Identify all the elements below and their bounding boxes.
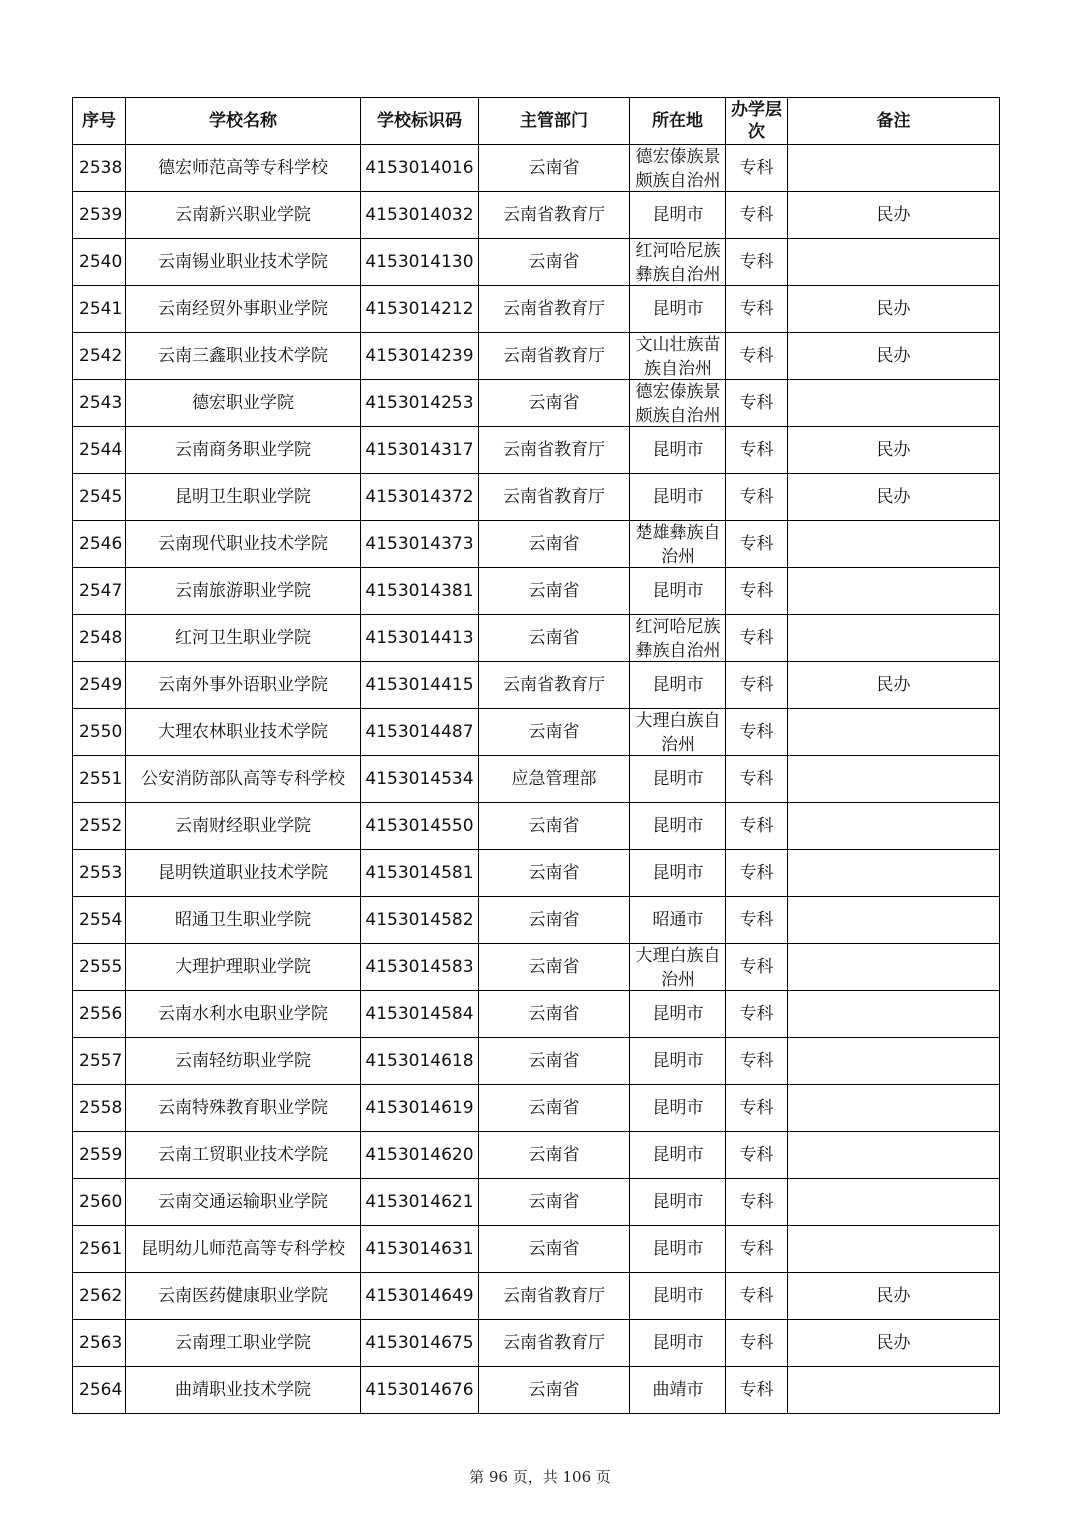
table-row: [73, 897, 1000, 944]
location-text: 昭通市: [652, 910, 704, 930]
cell-school-code: 4153014253: [361, 380, 479, 427]
cell-note: [788, 145, 1000, 192]
cell-level: 专科: [726, 286, 788, 333]
table-row: [73, 756, 1000, 803]
cell-department: 云南省教育厅: [479, 474, 630, 521]
cell-level: 专科: [726, 474, 788, 521]
location-text: 德宏傣族景颇族自治州: [635, 147, 721, 191]
table-row: [73, 1273, 1000, 1320]
cell-location: [630, 662, 726, 709]
cell-department: 云南省: [479, 380, 630, 427]
cell-school-name: 云南现代职业技术学院: [126, 521, 361, 568]
table-row: [73, 474, 1000, 521]
cell-school-name: 曲靖职业技术学院: [126, 1367, 361, 1414]
cell-level: 专科: [726, 239, 788, 286]
cell-school-name: 昆明铁道职业技术学院: [126, 850, 361, 897]
cell-index: 2545: [73, 474, 126, 521]
cell-school-name: 云南商务职业学院: [126, 427, 361, 474]
table-row: [73, 286, 1000, 333]
cell-note: 民办: [788, 1320, 1000, 1367]
cell-location: [630, 1038, 726, 1085]
cell-school-name: 云南水利水电职业学院: [126, 991, 361, 1038]
table-row: [73, 1085, 1000, 1132]
cell-school-code: 4153014621: [361, 1179, 479, 1226]
cell-level: 专科: [726, 380, 788, 427]
cell-index: 2546: [73, 521, 126, 568]
location-text: 昆明市: [652, 299, 704, 319]
location-text: 昆明市: [652, 1004, 704, 1024]
cell-school-name: 云南特殊教育职业学院: [126, 1085, 361, 1132]
cell-school-name: 云南工贸职业技术学院: [126, 1132, 361, 1179]
cell-school-name: 大理护理职业学院: [126, 944, 361, 991]
location-text: 昆明市: [652, 581, 704, 601]
cell-school-name: 云南外事外语职业学院: [126, 662, 361, 709]
cell-school-name: 公安消防部队高等专科学校: [126, 756, 361, 803]
table-row: [73, 615, 1000, 662]
cell-school-code: 4153014675: [361, 1320, 479, 1367]
cell-school-code: 4153014619: [361, 1085, 479, 1132]
location-text: 昆明市: [652, 1333, 704, 1353]
cell-level: 专科: [726, 333, 788, 380]
cell-department: 云南省: [479, 1132, 630, 1179]
cell-school-code: 4153014372: [361, 474, 479, 521]
cell-school-code: 4153014620: [361, 1132, 479, 1179]
cell-note: 民办: [788, 333, 1000, 380]
cell-department: 云南省: [479, 521, 630, 568]
cell-school-name: 云南理工职业学院: [126, 1320, 361, 1367]
cell-level: 专科: [726, 568, 788, 615]
cell-note: [788, 1038, 1000, 1085]
cell-school-name: 红河卫生职业学院: [126, 615, 361, 662]
cell-level: 专科: [726, 1320, 788, 1367]
cell-index: 2551: [73, 756, 126, 803]
cell-note: [788, 568, 1000, 615]
cell-index: 2541: [73, 286, 126, 333]
cell-school-name: 德宏职业学院: [126, 380, 361, 427]
cell-school-code: 4153014239: [361, 333, 479, 380]
table-body: [73, 145, 1000, 1414]
cell-note: [788, 1367, 1000, 1414]
cell-note: [788, 897, 1000, 944]
cell-location: [630, 1367, 726, 1414]
cell-location: [630, 521, 726, 568]
cell-level: 专科: [726, 991, 788, 1038]
cell-level: 专科: [726, 897, 788, 944]
cell-note: [788, 1085, 1000, 1132]
cell-index: 2555: [73, 944, 126, 991]
cell-note: [788, 850, 1000, 897]
table-row: [73, 850, 1000, 897]
cell-school-code: 4153014317: [361, 427, 479, 474]
cell-location: [630, 427, 726, 474]
cell-school-name: 云南医药健康职业学院: [126, 1273, 361, 1320]
cell-index: 2544: [73, 427, 126, 474]
location-text: 文山壮族苗族自治州: [635, 335, 721, 379]
cell-location: [630, 474, 726, 521]
cell-note: [788, 1226, 1000, 1273]
cell-school-code: 4153014212: [361, 286, 479, 333]
cell-school-name: 昭通卫生职业学院: [126, 897, 361, 944]
cell-school-code: 4153014550: [361, 803, 479, 850]
header-index: 序号: [73, 98, 126, 145]
cell-level: 专科: [726, 709, 788, 756]
cell-school-code: 4153014618: [361, 1038, 479, 1085]
cell-school-code: 4153014032: [361, 192, 479, 239]
cell-index: 2560: [73, 1179, 126, 1226]
school-list-table: [72, 97, 1000, 1414]
cell-school-name: 德宏师范高等专科学校: [126, 145, 361, 192]
cell-school-name: 大理农林职业技术学院: [126, 709, 361, 756]
cell-level: 专科: [726, 1226, 788, 1273]
location-text: 红河哈尼族彝族自治州: [635, 617, 721, 661]
table-row: [73, 1038, 1000, 1085]
cell-location: [630, 145, 726, 192]
cell-department: 云南省: [479, 568, 630, 615]
header-level-label: 办学层次: [731, 100, 782, 142]
cell-level: 专科: [726, 662, 788, 709]
cell-school-name: 云南锡业职业技术学院: [126, 239, 361, 286]
table-row: [73, 145, 1000, 192]
table-row: [73, 944, 1000, 991]
cell-note: 民办: [788, 474, 1000, 521]
cell-index: 2543: [73, 380, 126, 427]
cell-location: [630, 803, 726, 850]
table-row: [73, 521, 1000, 568]
cell-location: [630, 192, 726, 239]
cell-location: [630, 286, 726, 333]
cell-note: [788, 1179, 1000, 1226]
cell-department: 云南省: [479, 850, 630, 897]
cell-school-code: 4153014676: [361, 1367, 479, 1414]
cell-department: 云南省: [479, 1367, 630, 1414]
cell-index: 2542: [73, 333, 126, 380]
cell-level: 专科: [726, 850, 788, 897]
cell-level: 专科: [726, 1367, 788, 1414]
cell-note: 民办: [788, 427, 1000, 474]
table-row: [73, 662, 1000, 709]
location-text: 曲靖市: [652, 1380, 704, 1400]
header-row: [73, 98, 1000, 145]
header-level: [726, 98, 788, 145]
cell-school-code: 4153014415: [361, 662, 479, 709]
cell-location: [630, 897, 726, 944]
cell-level: 专科: [726, 944, 788, 991]
cell-note: [788, 521, 1000, 568]
location-text: 昆明市: [652, 1192, 704, 1212]
cell-location: [630, 568, 726, 615]
table-row: [73, 192, 1000, 239]
location-text: 德宏傣族景颇族自治州: [635, 382, 721, 426]
cell-school-name: 云南财经职业学院: [126, 803, 361, 850]
cell-department: 云南省: [479, 615, 630, 662]
cell-note: [788, 944, 1000, 991]
cell-location: [630, 615, 726, 662]
cell-school-name: 云南交通运输职业学院: [126, 1179, 361, 1226]
cell-department: 云南省: [479, 239, 630, 286]
location-text: 昆明市: [652, 863, 704, 883]
table-row: [73, 333, 1000, 380]
cell-department: 云南省: [479, 991, 630, 1038]
cell-location: [630, 709, 726, 756]
table-row: [73, 568, 1000, 615]
cell-department: 云南省: [479, 1179, 630, 1226]
cell-level: 专科: [726, 1132, 788, 1179]
table-row: [73, 991, 1000, 1038]
cell-note: [788, 239, 1000, 286]
cell-school-code: 4153014582: [361, 897, 479, 944]
cell-location: [630, 1085, 726, 1132]
cell-school-name: 云南轻纺职业学院: [126, 1038, 361, 1085]
cell-note: 民办: [788, 662, 1000, 709]
cell-school-name: 云南新兴职业学院: [126, 192, 361, 239]
cell-index: 2547: [73, 568, 126, 615]
cell-index: 2557: [73, 1038, 126, 1085]
cell-school-code: 4153014016: [361, 145, 479, 192]
location-text: 昆明市: [652, 675, 704, 695]
cell-location: [630, 944, 726, 991]
table-header: [73, 98, 1000, 145]
cell-level: 专科: [726, 192, 788, 239]
cell-school-code: 4153014583: [361, 944, 479, 991]
cell-school-name: 云南三鑫职业技术学院: [126, 333, 361, 380]
cell-school-code: 4153014381: [361, 568, 479, 615]
cell-department: 云南省: [479, 145, 630, 192]
cell-department: 云南省教育厅: [479, 662, 630, 709]
cell-department: 云南省教育厅: [479, 1320, 630, 1367]
cell-index: 2553: [73, 850, 126, 897]
location-text: 楚雄彝族自治州: [635, 523, 721, 567]
cell-index: 2558: [73, 1085, 126, 1132]
cell-note: [788, 756, 1000, 803]
location-text: 昆明市: [652, 1239, 704, 1259]
cell-note: [788, 709, 1000, 756]
cell-school-name: 云南经贸外事职业学院: [126, 286, 361, 333]
cell-department: 云南省教育厅: [479, 427, 630, 474]
cell-department: 应急管理部: [479, 756, 630, 803]
location-text: 昆明市: [652, 1145, 704, 1165]
cell-school-code: 4153014581: [361, 850, 479, 897]
cell-index: 2550: [73, 709, 126, 756]
location-text: 昆明市: [652, 487, 704, 507]
cell-location: [630, 1132, 726, 1179]
cell-note: [788, 803, 1000, 850]
location-text: 昆明市: [652, 205, 704, 225]
cell-level: 专科: [726, 1085, 788, 1132]
location-text: 红河哈尼族彝族自治州: [635, 241, 721, 285]
header-location: 所在地: [630, 98, 726, 145]
cell-department: 云南省: [479, 944, 630, 991]
cell-school-name: 昆明卫生职业学院: [126, 474, 361, 521]
location-text: 昆明市: [652, 769, 704, 789]
cell-note: 民办: [788, 1273, 1000, 1320]
cell-note: 民办: [788, 192, 1000, 239]
cell-location: [630, 756, 726, 803]
cell-index: 2538: [73, 145, 126, 192]
cell-department: 云南省: [479, 803, 630, 850]
cell-level: 专科: [726, 1038, 788, 1085]
cell-index: 2540: [73, 239, 126, 286]
table-row: [73, 1179, 1000, 1226]
cell-department: 云南省: [479, 1038, 630, 1085]
cell-level: 专科: [726, 521, 788, 568]
cell-index: 2548: [73, 615, 126, 662]
cell-school-code: 4153014631: [361, 1226, 479, 1273]
cell-school-name: 昆明幼儿师范高等专科学校: [126, 1226, 361, 1273]
location-text: 昆明市: [652, 440, 704, 460]
cell-index: 2539: [73, 192, 126, 239]
cell-note: [788, 380, 1000, 427]
table-row: [73, 427, 1000, 474]
cell-level: 专科: [726, 1179, 788, 1226]
table-row: [73, 380, 1000, 427]
cell-level: 专科: [726, 427, 788, 474]
cell-school-code: 4153014130: [361, 239, 479, 286]
cell-index: 2554: [73, 897, 126, 944]
cell-school-code: 4153014487: [361, 709, 479, 756]
cell-index: 2559: [73, 1132, 126, 1179]
location-text: 昆明市: [652, 1098, 704, 1118]
location-text: 大理白族自治州: [635, 946, 721, 990]
table-row: [73, 1320, 1000, 1367]
cell-location: [630, 1320, 726, 1367]
cell-index: 2564: [73, 1367, 126, 1414]
cell-school-code: 4153014534: [361, 756, 479, 803]
cell-school-code: 4153014584: [361, 991, 479, 1038]
cell-note: 民办: [788, 286, 1000, 333]
page-number-footer: 第 96 页，共 106 页: [469, 1468, 611, 1486]
cell-location: [630, 1179, 726, 1226]
location-text: 昆明市: [652, 1051, 704, 1071]
cell-location: [630, 991, 726, 1038]
cell-index: 2561: [73, 1226, 126, 1273]
cell-department: 云南省: [479, 897, 630, 944]
location-text: 大理白族自治州: [635, 711, 721, 755]
cell-school-code: 4153014649: [361, 1273, 479, 1320]
cell-location: [630, 239, 726, 286]
cell-note: [788, 991, 1000, 1038]
cell-index: 2556: [73, 991, 126, 1038]
table-row: [73, 709, 1000, 756]
cell-index: 2549: [73, 662, 126, 709]
table-row: [73, 1367, 1000, 1414]
cell-department: 云南省教育厅: [479, 286, 630, 333]
cell-school-code: 4153014413: [361, 615, 479, 662]
cell-location: [630, 1273, 726, 1320]
table-row: [73, 1132, 1000, 1179]
cell-department: 云南省教育厅: [479, 192, 630, 239]
header-department: 主管部门: [479, 98, 630, 145]
header-note: 备注: [788, 98, 1000, 145]
cell-level: 专科: [726, 145, 788, 192]
cell-department: 云南省教育厅: [479, 1273, 630, 1320]
cell-department: 云南省: [479, 1085, 630, 1132]
cell-index: 2563: [73, 1320, 126, 1367]
cell-level: 专科: [726, 1273, 788, 1320]
cell-index: 2552: [73, 803, 126, 850]
table-row: [73, 1226, 1000, 1273]
location-text: 昆明市: [652, 816, 704, 836]
cell-level: 专科: [726, 615, 788, 662]
cell-level: 专科: [726, 803, 788, 850]
cell-department: 云南省: [479, 1226, 630, 1273]
cell-location: [630, 380, 726, 427]
location-text: 昆明市: [652, 1286, 704, 1306]
cell-note: [788, 615, 1000, 662]
cell-note: [788, 1132, 1000, 1179]
cell-department: 云南省: [479, 709, 630, 756]
cell-department: 云南省教育厅: [479, 333, 630, 380]
cell-school-name: 云南旅游职业学院: [126, 568, 361, 615]
table-row: [73, 803, 1000, 850]
header-school-code: 学校标识码: [361, 98, 479, 145]
cell-school-code: 4153014373: [361, 521, 479, 568]
table-row: [73, 239, 1000, 286]
cell-level: 专科: [726, 756, 788, 803]
header-school-name: 学校名称: [126, 98, 361, 145]
cell-location: [630, 1226, 726, 1273]
cell-location: [630, 850, 726, 897]
cell-location: [630, 333, 726, 380]
cell-index: 2562: [73, 1273, 126, 1320]
